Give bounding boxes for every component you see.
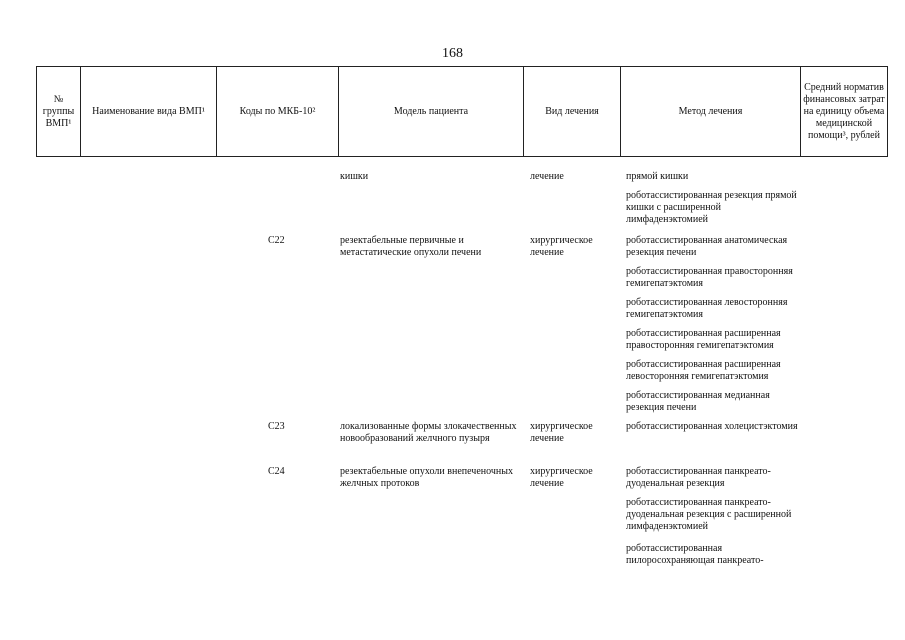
patient-model: кишки [340, 171, 369, 182]
header-icd-codes: Коды по МКБ-10² [217, 67, 339, 157]
header-cost-norm: Средний норматив финансовых затрат на единицу объема медицинской помощи³, рублей [801, 67, 888, 157]
header-treatment-kind: Вид лечения [524, 67, 621, 157]
treatment-method: роботассистированная холецистэктомия [626, 421, 798, 432]
patient-model: резектабельные первичные и метастатические опухоли печени [340, 235, 482, 258]
treatment-method: роботассистированная анатомическая резекция печени [626, 235, 788, 258]
treatment-method: роботассистированная расширенная правосторонняя гемигепатэктомия [626, 328, 781, 351]
treatment-method: роботассистированная панкреатодуоденальная резекция с расширенной лимфаденэктомией [626, 497, 792, 532]
patient-model: локализованные формы злокачественных новообразований желчного пузыря [340, 421, 517, 444]
header-patient-model: Модель пациента [339, 67, 524, 157]
page-number: 168 [442, 46, 463, 61]
header-vmp-name: Наименование вида ВМП¹ [81, 67, 217, 157]
icd-code: C23 [268, 421, 285, 432]
icd-code: C24 [268, 466, 285, 477]
treatment-method: роботассистированная медианная резекция печени [626, 390, 770, 413]
treatment-kind: хирургическое лечение [530, 421, 593, 444]
treatment-method: роботассистированная правосторонняя гемигепатэктомия [626, 266, 793, 289]
header-treatment-method: Метод лечения [621, 67, 801, 157]
treatment-method: роботассистированная пилоросохраняющая панкреато- [626, 543, 764, 566]
treatment-kind: хирургическое лечение [530, 235, 593, 258]
treatment-method: прямой кишки [626, 171, 689, 182]
icd-code: C22 [268, 235, 285, 246]
treatment-method: роботассистированная левосторонняя гемигепатэктомия [626, 297, 788, 320]
treatment-method: роботассистированная резекция прямой кишки с расширенной лимфаденэктомией [626, 190, 797, 225]
treatment-method: роботассистированная расширенная левосторонняя гемигепатэктомия [626, 359, 781, 382]
header-group-number: № группы ВМП¹ [37, 67, 81, 157]
treatment-kind: лечение [530, 171, 564, 182]
treatment-method: роботассистированная панкреатодуоденальная резекция [626, 466, 771, 489]
treatment-kind: хирургическое лечение [530, 466, 593, 489]
patient-model: резектабельные опухоли внепеченочных желчных протоков [340, 466, 513, 489]
